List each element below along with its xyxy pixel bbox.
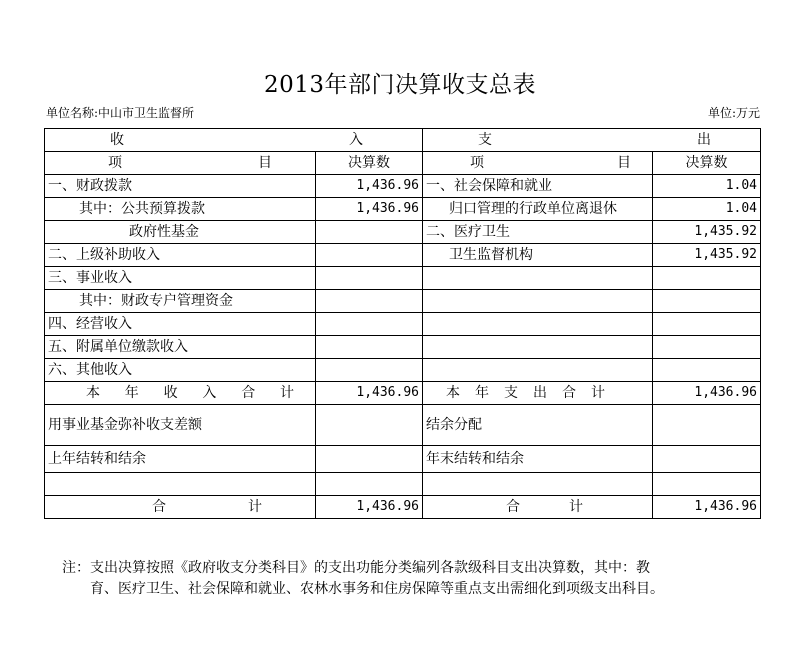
table-row [45, 359, 761, 382]
income-item: 三、事业收入 [45, 267, 316, 290]
section-header-row [45, 129, 761, 152]
expense-balance-item: 结余分配 [423, 405, 653, 446]
expense-item: 归口管理的行政单位离退休 [423, 198, 653, 221]
budget-table [44, 128, 761, 519]
footnote [62, 558, 762, 600]
empty-cell [45, 473, 316, 496]
income-value: 1,436.96 [316, 175, 423, 198]
total-char: 出 [533, 385, 547, 401]
expense-item [423, 359, 653, 382]
total-char: 合 [152, 499, 166, 515]
empty-cell [423, 473, 653, 496]
table-row [45, 267, 761, 290]
income-amount-header: 决算数 [316, 152, 423, 175]
expense-value: 1.04 [653, 198, 761, 221]
expense-item-header [423, 152, 653, 175]
income-item: 其中：财政专户管理资金 [45, 290, 316, 313]
item-header-left: 项 [470, 155, 484, 171]
expense-value: 1,435.92 [653, 244, 761, 267]
income-item: 其中：公共预算拨款 [45, 198, 316, 221]
income-value [316, 267, 423, 290]
empty-cell [653, 473, 761, 496]
item-header-left: 项 [108, 155, 122, 171]
income-item: 四、经营收入 [45, 313, 316, 336]
expense-grand-total-label [423, 496, 653, 519]
income-balance-value [316, 405, 423, 446]
income-header-right: 入 [349, 132, 363, 148]
income-value: 1,436.96 [316, 198, 423, 221]
item-header-right: 目 [258, 155, 272, 171]
expense-item: 一、社会保障和就业 [423, 175, 653, 198]
expense-grand-total-value: 1,436.96 [653, 496, 761, 519]
expense-item [423, 267, 653, 290]
table-row [45, 198, 761, 221]
income-value [316, 336, 423, 359]
expense-value: 1,435.92 [653, 221, 761, 244]
total-char: 计 [569, 499, 583, 515]
expense-item [423, 336, 653, 359]
expense-item: 二、医疗卫生 [423, 221, 653, 244]
total-char: 入 [202, 385, 217, 401]
empty-row [45, 473, 761, 496]
footnote-line-1: 注：支出决算按照《政府收支分类科目》的支出功能分类编列各款级科目支出决算数，其中：教 [62, 560, 650, 576]
income-grand-total-value: 1,436.96 [316, 496, 423, 519]
expense-value [653, 313, 761, 336]
income-header-left: 收 [110, 132, 124, 148]
page-title: 2013年部门决算收支总表 [263, 72, 537, 98]
table-row [45, 244, 761, 267]
unit-name: 单位名称:中山市卫生监督所 [46, 106, 195, 120]
income-carry-value [316, 446, 423, 473]
total-char: 收 [163, 385, 178, 401]
table-row [45, 313, 761, 336]
income-item: 一、财政拨款 [45, 175, 316, 198]
table-row [45, 175, 761, 198]
total-char: 计 [591, 385, 605, 401]
expense-carry-value [653, 446, 761, 473]
total-char: 合 [241, 385, 256, 401]
year-total-row [45, 382, 761, 405]
expense-value [653, 290, 761, 313]
grand-total-row [45, 496, 761, 519]
expense-item: 卫生监督机构 [423, 244, 653, 267]
income-item: 二、上级补助收入 [45, 244, 316, 267]
footnote-line-2: 育、医疗卫生、社会保障和就业、农林水事务和住房保障等重点支出需细化到项级支出科目。 [90, 581, 664, 597]
total-char: 支 [504, 385, 518, 401]
total-char: 合 [506, 499, 520, 515]
expense-balance-value [653, 405, 761, 446]
income-value [316, 244, 423, 267]
carry-row [45, 446, 761, 473]
empty-cell [316, 473, 423, 496]
expense-year-total-value: 1,436.96 [653, 382, 761, 405]
expense-year-total-label [423, 382, 653, 405]
income-carry-item: 上年结转和结余 [45, 446, 316, 473]
expense-header-right: 出 [697, 132, 711, 148]
expense-value [653, 336, 761, 359]
expense-value: 1.04 [653, 175, 761, 198]
total-char: 计 [279, 385, 294, 401]
income-item: 六、其他收入 [45, 359, 316, 382]
expense-amount-header: 决算数 [653, 152, 761, 175]
balance-row [45, 405, 761, 446]
income-value [316, 290, 423, 313]
income-value [316, 221, 423, 244]
income-grand-total-label [45, 496, 316, 519]
expense-item [423, 313, 653, 336]
income-balance-item: 用事业基金弥补收支差额 [45, 405, 316, 446]
item-header-right: 目 [617, 155, 631, 171]
expense-carry-item: 年末结转和结余 [423, 446, 653, 473]
total-char: 本 [446, 385, 460, 401]
income-section-header [45, 129, 423, 152]
total-char: 合 [562, 385, 576, 401]
income-item: 五、附属单位缴款收入 [45, 336, 316, 359]
income-year-total-label [45, 382, 316, 405]
money-unit: 单位:万元 [707, 106, 760, 120]
expense-section-header [423, 129, 761, 152]
income-value [316, 313, 423, 336]
total-char: 计 [248, 499, 262, 515]
total-char: 本 [86, 385, 100, 401]
table-row [45, 290, 761, 313]
income-item: 政府性基金 [45, 221, 316, 244]
income-item-header [45, 152, 316, 175]
expense-value [653, 359, 761, 382]
expense-item [423, 290, 653, 313]
income-year-total-value: 1,436.96 [316, 382, 423, 405]
table-row [45, 336, 761, 359]
expense-value [653, 267, 761, 290]
expense-header-left: 支 [478, 132, 492, 148]
total-char: 年 [124, 385, 139, 401]
column-header-row [45, 152, 761, 175]
income-value [316, 359, 423, 382]
table-row [45, 221, 761, 244]
total-char: 年 [475, 385, 489, 401]
